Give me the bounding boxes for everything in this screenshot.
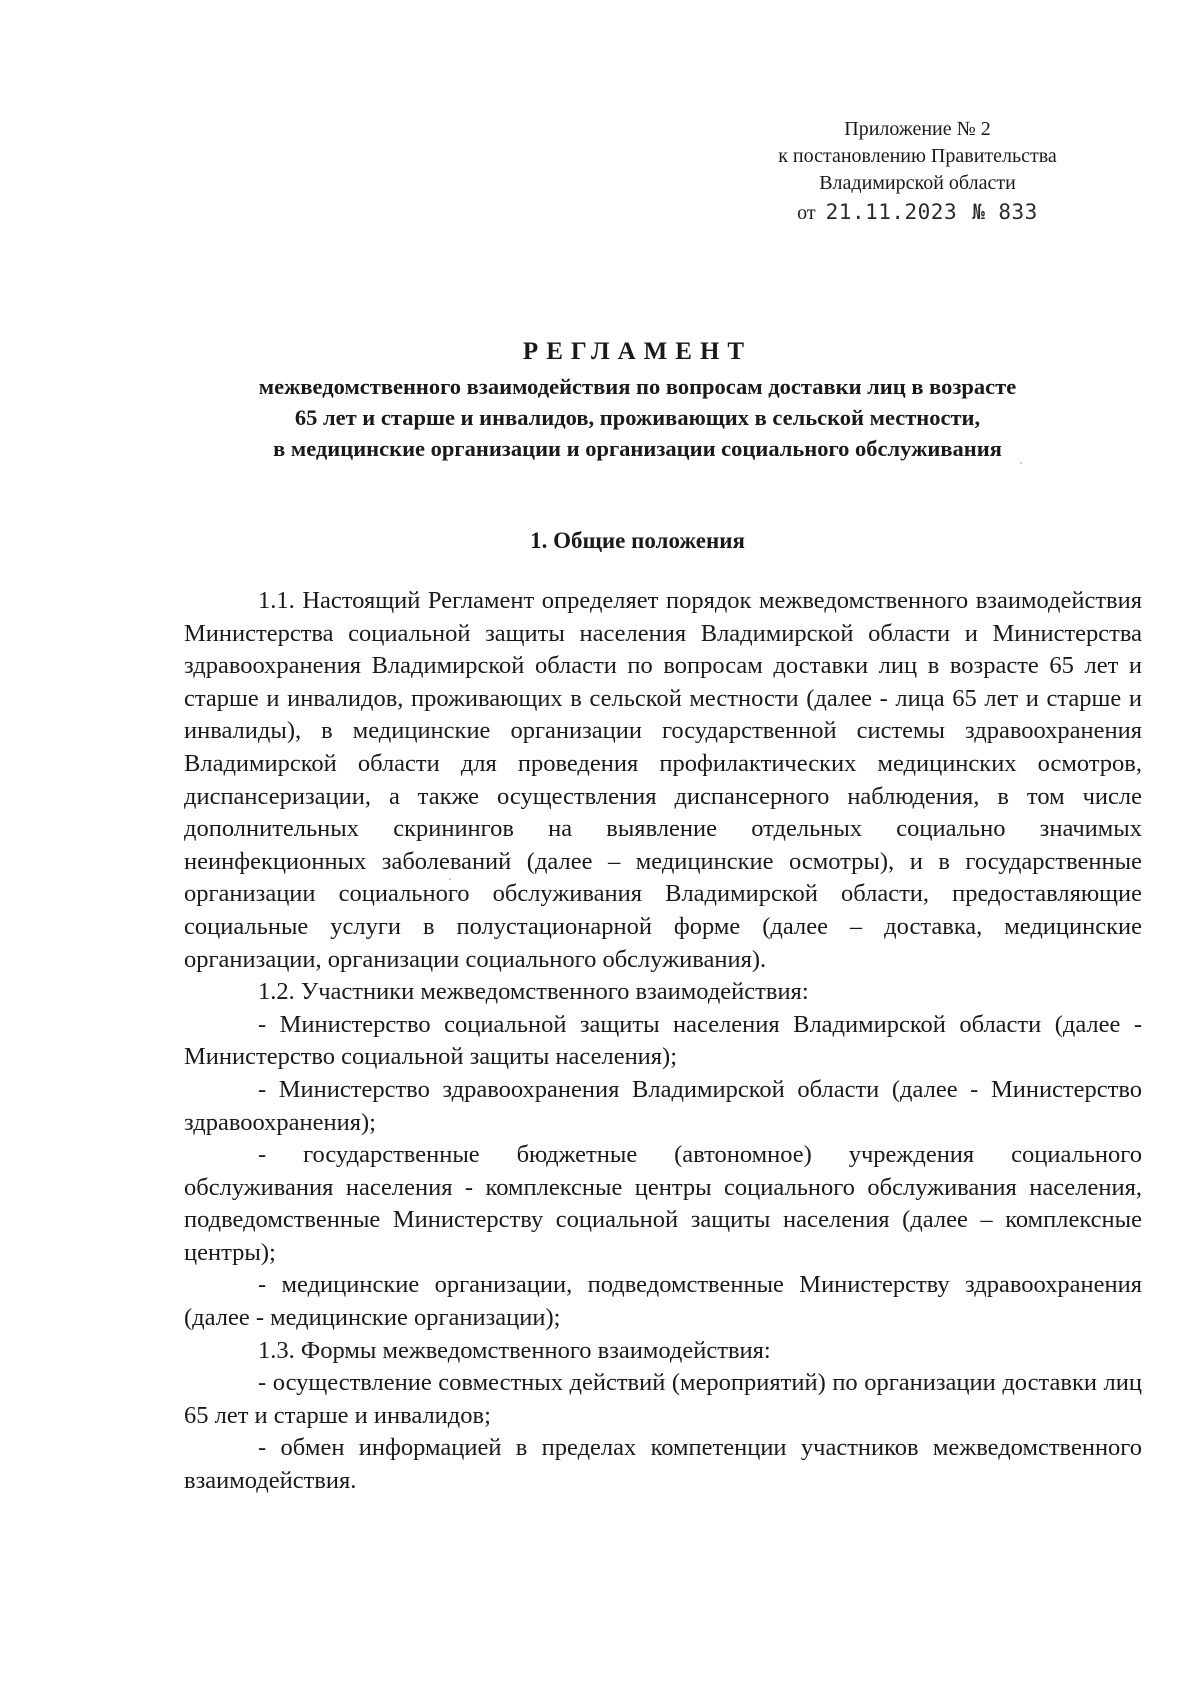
- annex-decree-number: № 833: [972, 200, 1038, 224]
- list-item: - Министерство социальной защиты населения Владимирской области (далее - Министерство социальной защиты населения);: [184, 1010, 1142, 1071]
- section-heading: 1. Общие положения: [530, 528, 745, 553]
- list-item: - обмен информацией в пределах компетенции участников межведомственного взаимодействия.: [184, 1434, 1142, 1495]
- document-subtitle: [150, 371, 1125, 464]
- list-item: - осуществление совместных действий (мероприятий) по организации доставки лиц 65 лет и старше и инвалидов;: [184, 1369, 1142, 1429]
- paragraph-1-1: 1.1. Настоящий Регламент определяет порядок межведомственного взаимодействия Министерства социальной защиты населения Владимирской области и Министерства здравоохранения Владимирской области по вопросам доставки лиц в возрасте 65 лет и старше и инвалидов, проживающих в сельской местности (далее - лица 65 лет и старше и инвалиды), в медицинские организации государственной системы здравоохранения Владимирской области для проведения профилактических медицинских осмотров, диспансеризации, а также осуществления диспансерного наблюдения, в том числе дополнительных скринингов на выявление отдельных социально значимых неинфекционных заболеваний (далее – медицинские осмотры), и в государственные организации социального обслуживания Владимирской области, предоставляющие социальные услуги в полустационарной форме (далее – доставка, медицинские организации, организации социального обслуживания).: [184, 587, 1142, 973]
- document-title: [150, 335, 1125, 464]
- document-type: РЕГЛАМЕНТ: [522, 338, 753, 365]
- annex-number: Приложение № 2: [844, 118, 991, 140]
- list-item: - государственные бюджетные (автономное) учреждения социального обслуживания населения - комплексные центры социального обслуживания населения, подведомственные Министерству социальной защиты населения (далее – комплексные центры);: [184, 1141, 1142, 1266]
- annex-region: Владимирской области: [819, 172, 1016, 194]
- document-body: [184, 585, 1142, 1498]
- annex-reference: к постановлению Правительства: [778, 145, 1057, 167]
- paragraph-1-3: 1.3. Формы межведомственного взаимодействия:: [258, 1336, 771, 1364]
- annex-header: [740, 116, 1095, 227]
- scan-speck: [1020, 462, 1022, 464]
- subtitle-line: 65 лет и старше и инвалидов, проживающих в сельской местности,: [294, 405, 981, 430]
- paragraph-1-2: 1.2. Участники межведомственного взаимодействия:: [258, 978, 809, 1006]
- annex-date: 21.11.2023: [825, 200, 958, 224]
- subtitle-line: межведомственного взаимодействия по вопросам доставки лиц в возрасте: [258, 374, 1017, 399]
- subtitle-line: в медицинские организации и организации социального обслуживания: [273, 436, 1002, 461]
- annex-date-line: [740, 199, 1095, 227]
- scan-speck: [449, 878, 451, 880]
- list-item: - Министерство здравоохранения Владимирской области (далее - Министерство здравоохранения);: [184, 1075, 1142, 1136]
- list-item: - медицинские организации, подведомственные Министерству здравоохранения (далее - медицинские организации);: [184, 1271, 1142, 1332]
- annex-date-prefix: от: [797, 202, 816, 224]
